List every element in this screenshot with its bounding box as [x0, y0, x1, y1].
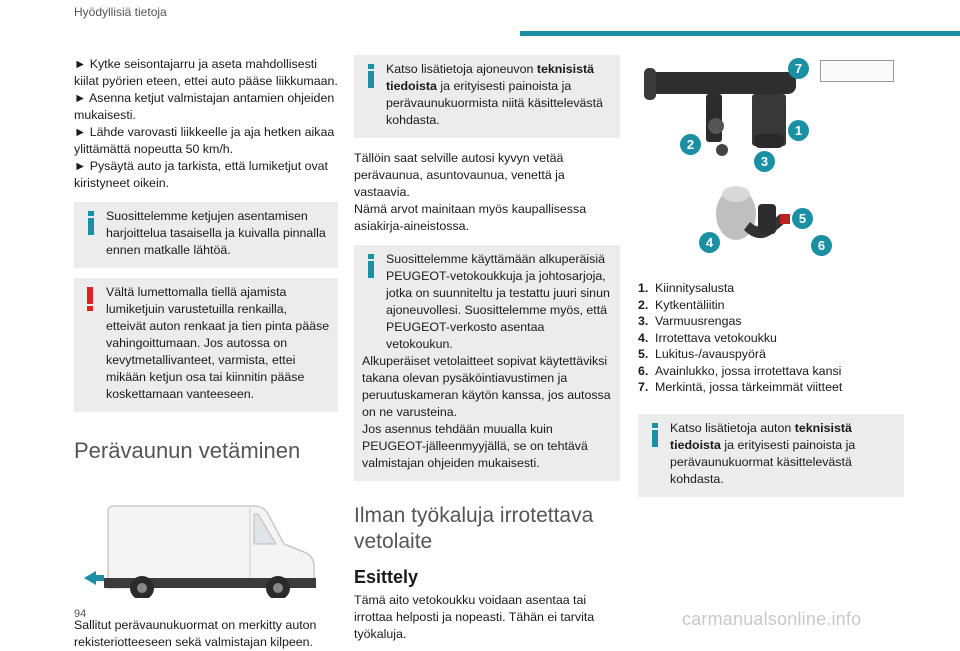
column-1: [74, 56, 338, 651]
info-note-text: Suosittelemme ketjujen asentamisen harjoittelua tasaisella ja kuivalla pinnalla ennen matkalle lähtöä.: [106, 209, 326, 257]
warning-icon: [83, 286, 97, 312]
warning-note-text: Vältä lumettomalla tiellä ajamista lumiketjuin varustetuilla renkailla, etteivät auton renkaat ja tien pinta pääse vahingoittumaan. Jos autossa on kevytmetallivanteet, varmista, ettei mikään ketjun osa tai kiinnitin pääse koskettamaan vanteeseen.: [106, 285, 330, 401]
callout-badge: 1: [788, 120, 809, 141]
legend-item: 4. Irrotettava vetokoukku: [638, 330, 777, 345]
info-note-text: Katso lisätietoja auton teknisistä tiedoista ja erityisesti painoista ja perävaunukuormat käsittelevästä kohdasta.: [670, 420, 856, 486]
callout-badge: 2: [680, 134, 701, 155]
info-note: [74, 202, 338, 268]
callout-badge: 6: [811, 235, 832, 256]
info-note-text: Jos asennus tehdään muualla kuin PEUGEOT-jälleenmyyjällä, se on tehtävä valmistajan ohjeiden mukaisesti.: [362, 422, 588, 470]
reference-label-plate: [820, 60, 894, 82]
info-note: [638, 414, 904, 497]
subsection-title: Esittely: [354, 567, 419, 587]
info-note: [354, 245, 620, 481]
warning-note: [74, 278, 338, 412]
van-illustration: [78, 492, 328, 598]
info-note-text: Suosittelemme käyttämään alkuperäisiä PEUGEOT-vetokoukkuja ja johtosarjoja, jotka on suunniteltu ja testattu juuri sinun ajoneuvollesi. Suosittelemme myös, että PEUGEOT-verkosto asentaa vetokoukun.: [386, 252, 610, 351]
legend-item: 3. Varmuusrengas: [638, 314, 742, 328]
instruction-step: ► Pysäytä auto ja tarkista, että lumiketjut ovat kiristyneet oikein.: [74, 159, 328, 190]
page-number: 94: [74, 608, 87, 620]
paragraph: Tämä aito vetokoukku voidaan asentaa tai irrottaa helposti ja nopeasti. Tähän ei tarvita työkaluja.: [354, 593, 595, 641]
callout-badge: 5: [792, 208, 813, 229]
page-header-title: Hyödyllisiä tietoja: [74, 5, 167, 19]
info-note: [354, 55, 620, 138]
section-title-detachable-towbar: Ilman työkaluja irrotettava vetolaite: [354, 504, 594, 553]
column-2: [354, 55, 620, 643]
legend-item: 7. Merkintä, jossa tärkeimmät viitteet: [638, 380, 843, 394]
watermark: carmanualsonline.info: [682, 609, 862, 629]
column-3: [638, 280, 904, 507]
instruction-step: ► Lähde varovasti liikkeelle ja aja hetken aikaa ylittämättä nopeutta 50 km/h.: [74, 125, 335, 156]
info-icon: [364, 63, 378, 89]
header-accent-bar: [520, 31, 960, 36]
legend-item: 2. Kytkentäliitin: [638, 297, 725, 312]
callout-badge: 3: [754, 151, 775, 172]
info-note-text: Katso lisätietoja ajoneuvon teknisistä tiedoista ja erityisesti painoista ja perävaunukuormista niitä käsittelevästä kohdasta.: [386, 62, 603, 127]
legend-item: 5. Lukitus-/avauspyörä: [638, 347, 766, 361]
instruction-step: ► Kytke seisontajarru ja aseta mahdollisesti kiilat pyörien eteen, ettei auto pääse liikkumaan.: [74, 57, 338, 88]
info-note-text: Alkuperäiset vetolaitteet sopivat käytettäviksi takana olevan pysäköintiavustimen ja peruutuskameran käytön kanssa, jos autossa on ne varusteina.: [362, 354, 611, 419]
towing-caption: Sallitut perävaunukuormat on merkitty auton rekisteriotteeseen sekä valmistajan kilpeen.: [74, 618, 317, 649]
paragraph: Tällöin saat selville autosi kyvyn vetää perävaunua, asuntovaunua, venettä ja vastaavia.: [354, 151, 565, 199]
instruction-step: ► Asenna ketjut valmistajan antamien ohjeiden mukaisesti.: [74, 91, 335, 122]
legend-item: 1. Kiinnitysalusta: [638, 281, 735, 295]
callout-badge: 7: [788, 58, 809, 79]
info-icon: [364, 253, 378, 279]
parts-legend: [638, 280, 904, 396]
paragraph: Nämä arvot mainitaan myös kaupallisessa asiakirja-aineistossa.: [354, 202, 587, 233]
info-icon: [648, 422, 662, 448]
legend-item: 6. Avainlukko, jossa irrotettava kansi: [638, 363, 842, 378]
callout-badge: 4: [699, 232, 720, 253]
section-title-towing: Perävaunun vetäminen: [74, 438, 301, 463]
info-icon: [84, 210, 98, 236]
